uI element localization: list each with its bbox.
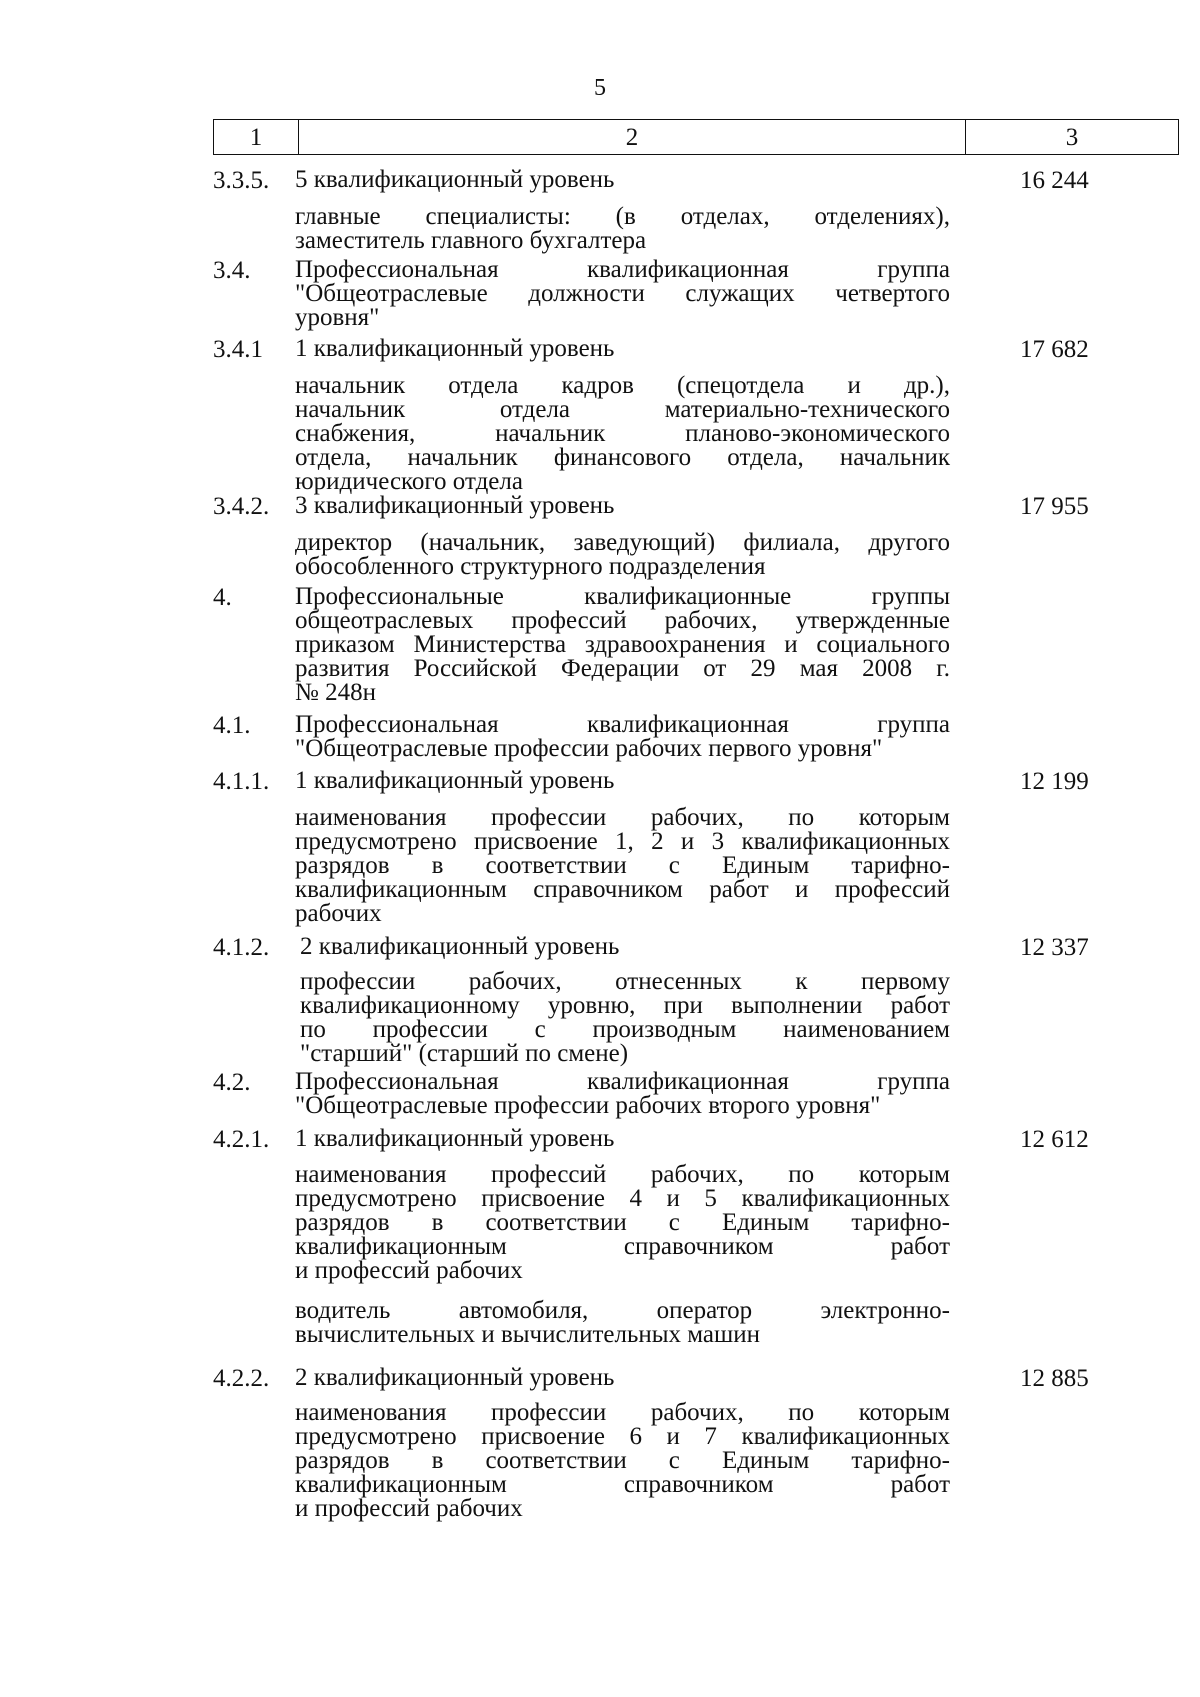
row-number: 4.1.1. bbox=[213, 768, 270, 795]
row-number: 3.3.5. bbox=[213, 167, 270, 194]
salary-value: 12 337 bbox=[1020, 934, 1089, 961]
text-line: и профессий рабочих bbox=[295, 1257, 523, 1284]
salary-value: 17 682 bbox=[1020, 336, 1089, 363]
group-title bbox=[295, 258, 950, 330]
text-line: начальник отдела материально-технического bbox=[295, 396, 950, 423]
table-header-row bbox=[213, 119, 1179, 155]
text-line: уровня" bbox=[295, 304, 380, 331]
text-line: главные специалисты: (в отделах, отделениях), bbox=[295, 203, 950, 230]
salary-value: 12 885 bbox=[1020, 1365, 1089, 1392]
level-title: 1 квалификационный уровень bbox=[295, 1125, 615, 1152]
row-number: 4.1. bbox=[213, 712, 251, 739]
text-line: отдела, начальник финансового отдела, начальник bbox=[295, 444, 950, 471]
text-line: квалификационным справочником работ и профессий bbox=[295, 876, 950, 903]
text-line: по профессии с производным наименованием bbox=[300, 1016, 950, 1043]
text-line: разрядов в соответствии с Единым тарифно- bbox=[295, 1447, 950, 1474]
text-line: водитель автомобиля, оператор электронно- bbox=[295, 1297, 950, 1324]
group-title bbox=[295, 1070, 950, 1118]
position-list bbox=[295, 205, 950, 253]
level-title: 2 квалификационный уровень bbox=[295, 1364, 615, 1391]
text-line: предусмотрено присвоение 6 и 7 квалификационных bbox=[295, 1423, 950, 1450]
row-number: 3.4. bbox=[213, 257, 251, 284]
row-number: 3.4.1 bbox=[213, 336, 263, 363]
text-line: профессии рабочих, отнесенных к первому bbox=[300, 968, 950, 995]
salary-value: 16 244 bbox=[1020, 167, 1089, 194]
text-line: Профессиональная квалификационная группа bbox=[295, 1068, 950, 1095]
text-line: "старший" (старший по смене) bbox=[300, 1040, 629, 1067]
text-line: заместитель главного бухгалтера bbox=[295, 227, 647, 254]
text-line: "Общеотраслевые профессии рабочих первого уровня" bbox=[295, 735, 883, 762]
row-number: 4.2.2. bbox=[213, 1365, 270, 1392]
position-list bbox=[295, 374, 950, 494]
position-list bbox=[295, 806, 950, 926]
position-list bbox=[295, 531, 950, 579]
text-line: "Общеотраслевые профессии рабочих второго уровня" bbox=[295, 1092, 881, 1119]
salary-value: 12 612 bbox=[1020, 1126, 1089, 1153]
row-number: 4.1.2. bbox=[213, 934, 270, 961]
text-line: квалификационным справочником работ bbox=[295, 1233, 950, 1260]
level-title: 3 квалификационный уровень bbox=[295, 492, 615, 519]
row-number: 4.2.1. bbox=[213, 1126, 270, 1153]
text-line: наименования профессии рабочих, по которым bbox=[295, 804, 950, 831]
position-list bbox=[295, 1401, 950, 1521]
text-line: и профессий рабочих bbox=[295, 1495, 523, 1522]
text-line: предусмотрено присвоение 1, 2 и 3 квалификационных bbox=[295, 828, 950, 855]
text-line: Профессиональная квалификационная группа bbox=[295, 256, 950, 283]
text-line: вычислительных и вычислительных машин bbox=[295, 1321, 761, 1348]
text-line: разрядов в соответствии с Единым тарифно- bbox=[295, 1209, 950, 1236]
salary-value: 17 955 bbox=[1020, 493, 1089, 520]
level-title: 1 квалификационный уровень bbox=[295, 335, 615, 362]
position-list bbox=[300, 970, 950, 1066]
text-line: "Общеотраслевые должности служащих четвертого bbox=[295, 280, 950, 307]
text-line: квалификационному уровню, при выполнении работ bbox=[300, 992, 950, 1019]
text-line: обособленного структурного подразделения bbox=[295, 553, 766, 580]
header-col-3: 3 bbox=[1065, 124, 1079, 151]
text-line: квалификационным справочником работ bbox=[295, 1471, 950, 1498]
text-line: юридического отдела bbox=[295, 468, 523, 495]
text-line: развития Российской Федерации от 29 мая 2008 г. bbox=[295, 655, 950, 682]
position-list bbox=[295, 1163, 950, 1283]
page-number: 5 bbox=[594, 75, 606, 101]
row-number: 3.4.2. bbox=[213, 493, 270, 520]
level-title: 2 квалификационный уровень bbox=[300, 933, 620, 960]
text-line: предусмотрено присвоение 4 и 5 квалификационных bbox=[295, 1185, 950, 1212]
text-line: наименования профессии рабочих, по которым bbox=[295, 1399, 950, 1426]
text-line: наименования профессий рабочих, по которым bbox=[295, 1161, 950, 1188]
header-col-2: 2 bbox=[299, 120, 966, 154]
text-line: общеотраслевых профессий рабочих, утвержденные bbox=[295, 607, 950, 634]
level-title: 5 квалификационный уровень bbox=[295, 166, 615, 193]
text-line: Профессиональная квалификационная группа bbox=[295, 711, 950, 738]
group-title bbox=[295, 585, 950, 705]
row-number: 4.2. bbox=[213, 1069, 251, 1096]
text-line: Профессиональные квалификационные группы bbox=[295, 583, 950, 610]
text-line: разрядов в соответствии с Единым тарифно- bbox=[295, 852, 950, 879]
text-line: снабжения, начальник планово-экономического bbox=[295, 420, 950, 447]
text-line: приказом Министерства здравоохранения и социального bbox=[295, 631, 950, 658]
position-list bbox=[295, 1299, 950, 1347]
text-line: директор (начальник, заведующий) филиала, другого bbox=[295, 529, 950, 556]
salary-value: 12 199 bbox=[1020, 768, 1089, 795]
level-title: 1 квалификационный уровень bbox=[295, 767, 615, 794]
text-line: начальник отдела кадров (спецотдела и др.), bbox=[295, 372, 950, 399]
text-line: № 248н bbox=[295, 679, 376, 706]
text-line: рабочих bbox=[295, 900, 382, 927]
row-number: 4. bbox=[213, 584, 232, 611]
header-col-1: 1 bbox=[214, 120, 299, 154]
group-title bbox=[295, 713, 950, 761]
